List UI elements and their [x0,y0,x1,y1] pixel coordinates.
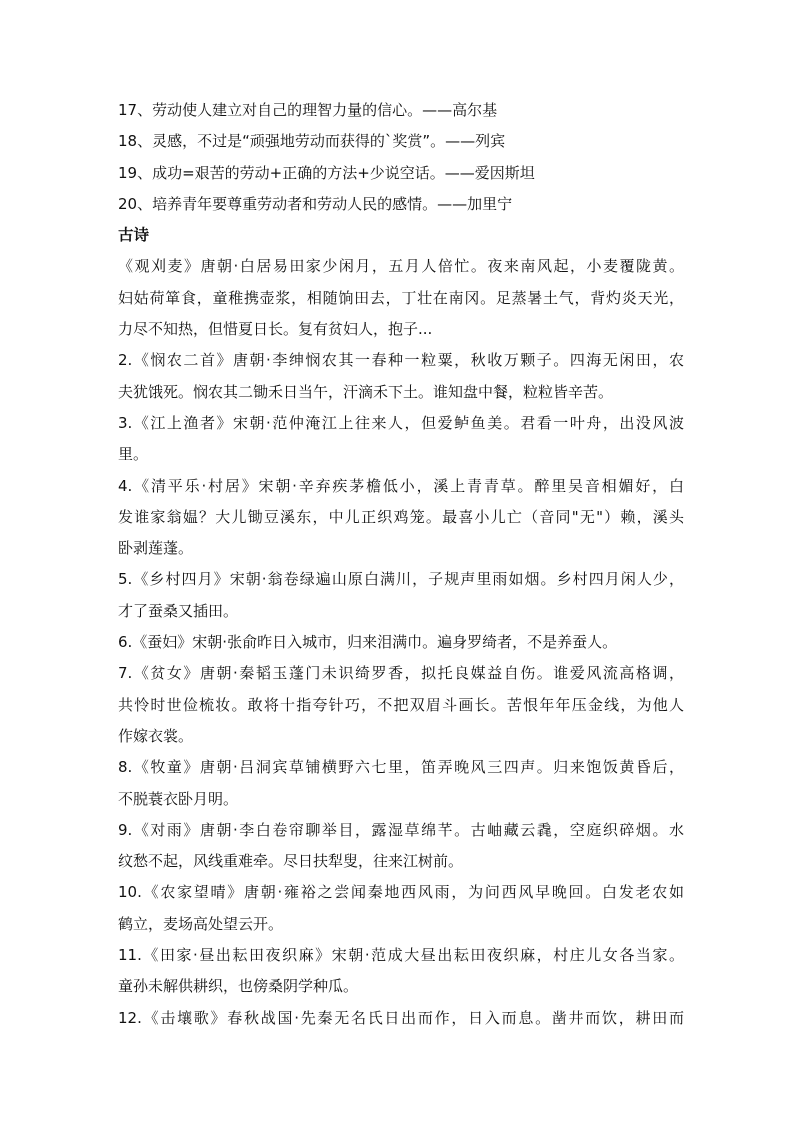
poem-line: 12.《击壤歌》春秋战国·先秦无名氏日出而作，日入而息。凿井而饮，耕田而 [118,1008,684,1027]
poem-ji-rang-ge [118,1003,684,1034]
poem-nong-jia-wang-qing [118,877,684,940]
poem-qing-ping-le [118,471,684,565]
poem-line: 7.《贫女》唐朝·秦韬玉蓬门未识绮罗香，拟托良媒益自伤。谁爱风流高格调， [118,664,684,683]
poem-jiang-shang-yu-zhe [118,408,684,471]
quote-18: 18、灵感，不过是“顽强地劳动而获得的`奖赏”。——列宾 [118,132,506,151]
poem-line: 卧剥莲蓬。 [118,539,194,558]
poem-line: 5.《乡村四月》宋朝·翁卷绿遍山原白满川，子规声里雨如烟。乡村四月闲人少， [118,570,684,589]
poem-line: 童孙未解供耕织，也傍桑阴学种瓜。 [118,977,359,996]
poem-line: 力尽不知热，但惜夏日长。复有贫妇人，抱子... [118,320,433,339]
poem-line: 3.《江上渔者》宋朝·范仲淹江上往来人，但爱鲈鱼美。君看一叶舟，出没风波 [118,413,684,432]
poem-tian-jia [118,940,684,1003]
poem-pin-nv [118,658,684,752]
poem-guan-yi-mai [118,251,684,345]
poem-list [118,251,684,1033]
poem-line: 不脱蓑衣卧月明。 [118,789,239,808]
poem-line: 夫犹饿死。悯农其二锄禾日当午，汗滴禾下土。谁知盘中餐，粒粒皆辛苦。 [118,382,614,401]
poem-xiang-cun-si-yue [118,564,684,627]
document-content [118,95,684,1034]
poem-min-nong [118,345,684,408]
poem-line: 发谁家翁媪？大儿锄豆溪东，中儿正织鸡笼。最喜小儿亡（音同"无"）赖，溪头 [118,507,684,526]
poem-line: 11.《田家·昼出耘田夜织麻》宋朝·范成大昼出耘田夜织麻，村庄儿女各当家。 [118,946,684,965]
poem-line: 妇姑荷箪食，童稚携壶浆，相随饷田去，丁壮在南冈。足蒸暑土气，背灼炎天光， [118,288,684,307]
poem-line: 鹤立，麦场高处望云开。 [118,914,284,933]
section-heading: 古诗 [118,226,150,245]
poem-line: 里。 [118,445,149,464]
quote-list [118,95,684,220]
poem-mu-tong [118,752,684,815]
poem-line: 6.《蚕妇》宋朝·张俞昨日入城市，归来泪满巾。遍身罗绮者，不是养蚕人。 [118,633,618,652]
poem-can-fu [118,627,684,658]
poem-line: 8.《牧童》唐朝·吕洞宾草铺横野六七里，笛弄晚风三四声。归来饱饭黄昏后， [118,758,684,777]
poem-dui-yu [118,815,684,878]
poem-line: 纹愁不起，风线重难牵。尽日扶犁叟，往来江树前。 [118,852,464,871]
poem-line: 10.《农家望晴》唐朝·雍裕之尝闻秦地西风雨，为问西风早晚回。白发老农如 [118,883,684,902]
poem-line: 作嫁衣裳。 [118,726,194,745]
quote-20: 20、培养青年要尊重劳动者和劳动人民的感情。——加里宁 [118,194,513,213]
poem-line: 共怜时世俭梳妆。敢将十指夸针巧，不把双眉斗画长。苦恨年年压金线，为他人 [118,695,684,714]
poem-line: 《观刈麦》唐朝·白居易田家少闲月，五月人倍忙。夜来南风起，小麦覆陇黄。 [118,257,684,276]
quote-17: 17、劳动使人建立对自己的理智力量的信心。——高尔基 [118,101,498,119]
poem-line: 2.《悯农二首》唐朝·李绅悯农其一春种一粒粟，秋收万颗子。四海无闲田，农 [118,351,684,370]
poem-line: 4.《清平乐·村居》宋朝·辛弃疾茅檐低小，溪上青青草。醉里吴音相媚好，白 [118,476,684,495]
poem-line: 才了蚕桑又插田。 [118,601,239,620]
poem-line: 9.《对雨》唐朝·李白卷帘聊举目，露湿草绵芊。古岫藏云毳，空庭织碎烟。水 [118,820,684,839]
quote-19: 19、成功=艰苦的劳动+正确的方法+少说空话。——爱因斯坦 [118,163,535,182]
